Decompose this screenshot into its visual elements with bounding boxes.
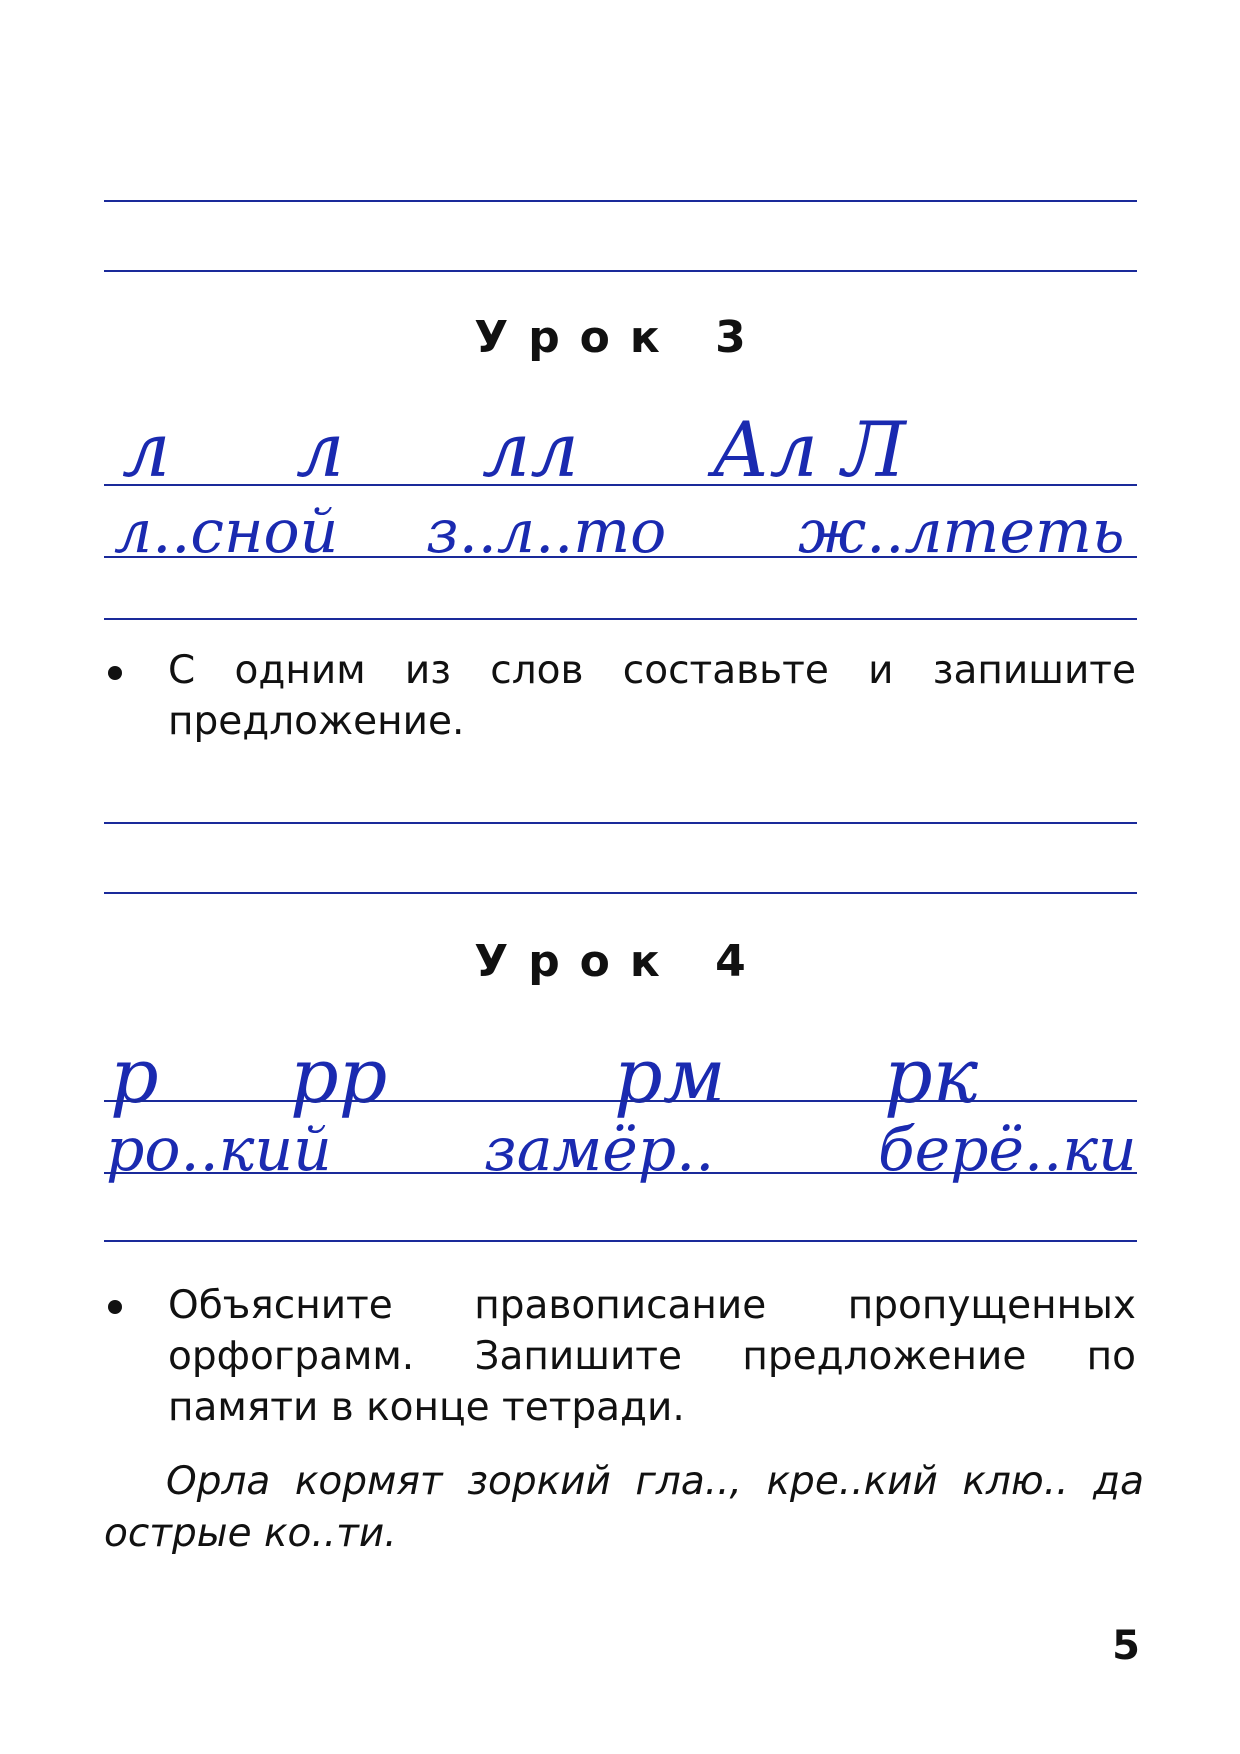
script-letter: Ал Л [712,405,906,494]
script-letter: рр [290,1031,388,1120]
writing-line [104,1240,1137,1242]
writing-line [104,200,1137,202]
lesson3-heading: Урок 3 [474,312,766,363]
script-letter: рм [614,1031,726,1120]
writing-line [104,270,1137,272]
lesson3-task: С одним из слов составьте и запишите предложение. [168,648,1136,744]
bullet [108,666,122,680]
writing-line [104,1172,1137,1174]
script-letter: л [122,405,171,494]
bullet [108,1300,122,1314]
script-letter: лл [482,405,579,494]
script-letter: л [296,405,345,494]
script-word: берё..ки [878,1115,1137,1185]
lesson4-heading: Урок 4 [474,936,766,987]
script-word: ж..лтеть [798,497,1125,567]
script-word: л..сной [114,497,339,567]
writing-line [104,822,1137,824]
writing-line [104,1100,1137,1102]
script-letter: рк [884,1031,979,1120]
writing-line [104,556,1137,558]
lesson4-task: Объясните правописание пропущенных орфограмм. Запишите предложение по памяти в конце тетради. [168,1283,1136,1430]
writing-line [104,892,1137,894]
script-word: ро..кий [106,1115,332,1185]
page-number: 5 [1112,1623,1140,1669]
dictation-sentence: Орла кормят зоркий гла.., кре..кий клю.. да острые ко..ти. [104,1459,1144,1556]
writing-line [104,484,1137,486]
writing-line [104,618,1137,620]
script-word: замёр.. [484,1115,715,1185]
script-letter: р [110,1031,159,1120]
script-word: з..л..то [426,497,667,567]
